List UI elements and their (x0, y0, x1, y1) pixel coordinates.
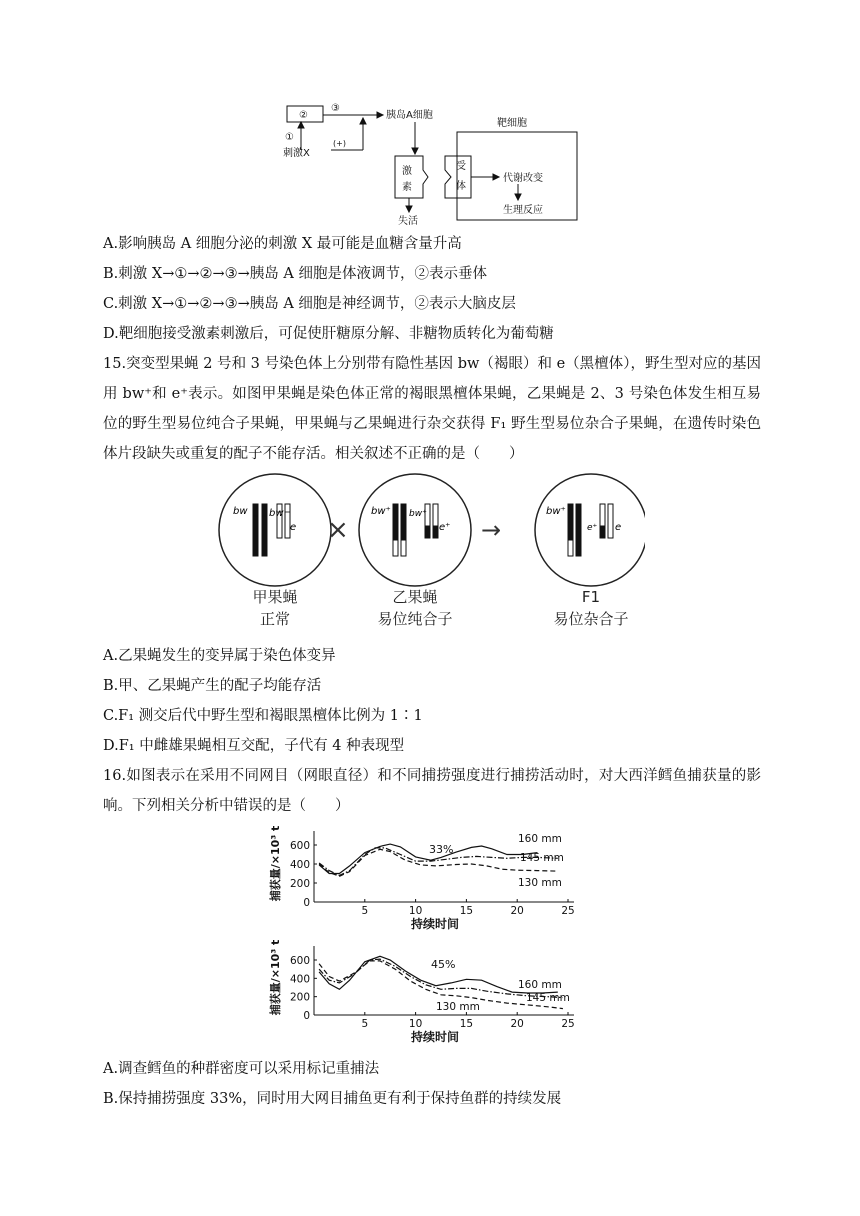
hormone-label-2: 素 (402, 182, 412, 193)
q15-option-b: B.甲、乙果蝇产生的配子均能存活 (103, 678, 322, 694)
circle-3-label: ③ (331, 103, 340, 114)
q15-stem: 15.突变型果蝇 2 号和 3 号染色体上分别带有隐性基因 bw（褐眼）和 e（黑檀体），野生型对应的基因用 bw⁺和 e⁺表示。如图甲果蝇是染色体正常的褐眼黑檀体果蝇，乙果蝇是 2、3 号染色体发生相互易位的野生型易位纯合子果蝇，甲果蝇与乙果蝇进行杂交获得 F₁ 野生型易位杂合子果蝇，在遗传时染色体片段缺失或重复的配子不能存活。相关叙述不正确的是（ ） (103, 356, 761, 462)
physio-label: 生理反应 (503, 205, 543, 216)
gene-bw-plus-b2: bw⁺ (409, 509, 427, 519)
series-label: 145 mm (526, 992, 570, 1004)
y-tick-label: 600 (289, 840, 310, 852)
series-label: 145 mm (520, 852, 564, 864)
circle-1-label: ① (285, 132, 294, 143)
y-tick-label: 200 (289, 991, 310, 1004)
series-label: 130 mm (518, 877, 562, 889)
catch-chart-45 (262, 938, 592, 1050)
x-axis-label: 持续时间 (410, 917, 460, 931)
gene-bw-a2: bw (269, 508, 284, 519)
gene-bw-plus-f1: bw⁺ (546, 506, 566, 517)
chart-title: 45% (431, 958, 456, 971)
x-tick-label: 10 (408, 905, 423, 917)
gene-bw-plus-b: bw⁺ (371, 506, 391, 517)
q14-option-b: B.刺激 X→①→②→③→胰岛 A 细胞是体液调节，②表示垂体 (103, 266, 487, 282)
hormone-regulation-diagram (275, 98, 605, 228)
y-tick-label: 600 (289, 955, 310, 967)
y-tick-label: 0 (303, 1010, 310, 1022)
x-tick-label: 15 (459, 905, 474, 917)
stimulus-label: 刺激X (283, 148, 310, 159)
q15-option-a: A.乙果蝇发生的变异属于染色体变异 (103, 648, 336, 664)
cross-symbol: × (327, 515, 349, 545)
islet-cell-label: 胰岛A细胞 (386, 110, 433, 121)
fly-a-desc: 正常 (259, 610, 291, 628)
gene-e-a: e (290, 522, 297, 533)
hormone-label-1: 激 (402, 166, 412, 177)
y-axis-label: 捕获量/×10³ t (269, 939, 282, 1016)
series-label: 160 mm (518, 833, 562, 845)
plus-label: (+) (333, 139, 346, 148)
metabolism-label: 代谢改变 (503, 173, 543, 184)
gene-e-plus-b: e⁺ (439, 522, 451, 533)
fly-a-name: 甲果蝇 (252, 588, 298, 606)
q16-option-b: B.保持捕捞强度 33%，同时用大网目捕鱼更有利于保持鱼群的持续发展 (103, 1091, 562, 1107)
gene-e-plus-f1: e⁺ (587, 523, 598, 533)
receptor-label-1: 受 (456, 161, 466, 172)
catch-chart-33 (262, 815, 592, 937)
q16-option-a: A.调查鳕鱼的种群密度可以采用标记重捕法 (103, 1061, 380, 1077)
y-tick-label: 400 (289, 973, 310, 986)
y-tick-label: 200 (289, 878, 310, 890)
x-tick-label: 25 (561, 1018, 575, 1030)
receptor-label-2: 体 (456, 181, 466, 192)
q14-option-d: D.靶细胞接受激素刺激后，可促使肝糖原分解、非糖物质转化为葡萄糖 (103, 326, 554, 342)
chromosome-translocation-figure (215, 472, 645, 632)
fly-b-name: 乙果蝇 (392, 588, 438, 606)
y-tick-label: 0 (303, 897, 310, 909)
x-tick-label: 5 (361, 905, 369, 917)
q14-option-c: C.刺激 X→①→②→③→胰岛 A 细胞是神经调节，②表示大脑皮层 (103, 296, 516, 312)
q14-option-a: A.影响胰岛 A 细胞分泌的刺激 X 最可能是血糖含量升高 (103, 236, 462, 252)
x-tick-label: 20 (510, 905, 524, 917)
x-axis-label: 持续时间 (410, 1030, 460, 1044)
y-axis-label: 捕获量/×10³ t (269, 825, 282, 902)
gene-bw-a: bw (233, 506, 248, 517)
y-tick-label: 400 (289, 859, 310, 871)
x-tick-label: 10 (408, 1018, 423, 1030)
target-cell-label: 靶细胞 (497, 118, 527, 129)
x-tick-label: 5 (361, 1018, 369, 1030)
x-tick-label: 25 (561, 905, 575, 917)
q15-option-c: C.F₁ 测交后代中野生型和褐眼黑檀体比例为 1∶1 (103, 708, 423, 724)
x-tick-label: 15 (459, 1018, 474, 1030)
f1-desc: 易位杂合子 (553, 610, 629, 628)
arrow-symbol: → (481, 516, 502, 544)
f1-name: F1 (581, 588, 601, 606)
q15-option-d: D.F₁ 中雌雄果蝇相互交配，子代有 4 种表现型 (103, 738, 405, 754)
chart-title: 33% (429, 843, 454, 856)
box-2-label: ② (299, 110, 308, 121)
q16-stem: 16.如图表示在采用不同网目（网眼直径）和不同捕捞强度进行捕捞活动时，对大西洋鳕鱼捕获量的影响。下列相关分析中错误的是（ ） (103, 768, 761, 814)
series-label: 160 mm (518, 979, 562, 991)
series-label: 130 mm (436, 1001, 480, 1013)
gene-e-f1: e (615, 522, 622, 533)
fly-b-desc: 易位纯合子 (377, 610, 453, 628)
inactivate-label: 失活 (398, 216, 418, 227)
x-tick-label: 20 (510, 1018, 524, 1030)
